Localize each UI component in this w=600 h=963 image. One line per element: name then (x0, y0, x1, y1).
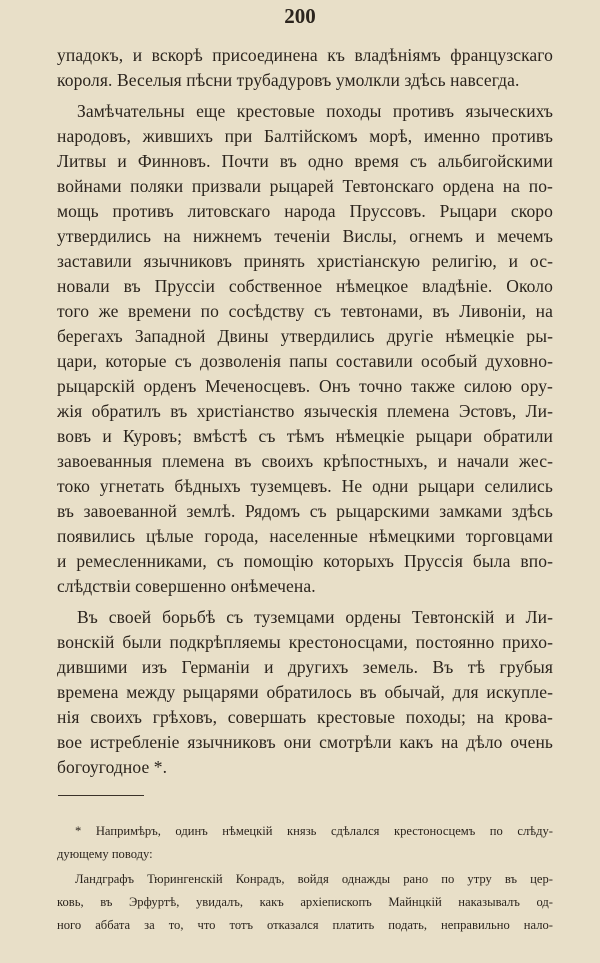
text-line: короля. Веселыя пѣсни трубадуровъ умолкли здѣсь навсегда. (57, 70, 520, 90)
text-line: вонскій были подкрѣпляемы крестоносцами, постоянно прихо- (57, 632, 553, 652)
text-line: ковь, въ Эрфуртѣ, увидалъ, какъ архіепископъ Майнцкій наказывалъ од- (57, 895, 553, 909)
text-line: упадокъ, и вскорѣ присоединена къ владѣніямъ французскаго (57, 45, 553, 65)
text-line: богоугодное *. (57, 757, 168, 777)
text-line: жія обратилъ въ христіанство языческія племена Эстовъ, Ли- (57, 401, 553, 421)
text-line: въ завоеванной землѣ. Рядомъ съ рыцарскими замками здѣсь (57, 501, 553, 521)
text-line: цари, которые съ дозволенія папы составили особый духовно- (57, 351, 553, 371)
text-line: берегахъ Западной Двины утвердились другіе нѣмецкіе ры- (57, 326, 553, 346)
text-line: слѣдствіи совершенно онѣмечена. (57, 576, 316, 596)
footnote-paragraph (57, 820, 553, 866)
footnote (57, 820, 553, 937)
text-line: токо угнетать бѣдныхъ туземцевъ. Не одни рыцари селились (57, 476, 553, 496)
paragraph (57, 99, 553, 599)
text-line: Замѣчательны еще крестовые походы противъ языческихъ (77, 101, 553, 121)
text-line: вовъ и Куровъ; вмѣстѣ съ тѣмъ нѣмецкіе рыцари обратили (57, 426, 553, 446)
text-line: новали въ Пруссіи собственное нѣмецкое владѣніе. Около (57, 276, 553, 296)
text-line: рыцарскій орденъ Меченосцевъ. Онъ точно также силою ору- (57, 376, 553, 396)
text-line: заставили язычниковъ принять христіанскую религію, и ос- (57, 251, 553, 271)
text-line: * Напримѣръ, одинъ нѣмецкій князь сдѣлался крестоносцемъ по слѣду- (75, 824, 553, 838)
text-line: и ремесленниками, съ помощію которыхъ Пруссія была впо- (57, 551, 553, 571)
paragraph (57, 605, 553, 780)
text-line: Ландграфъ Тюрингенскій Конрадъ, войдя однажды рано по утру въ цер- (75, 872, 553, 886)
text-line: вое истребленіе язычниковъ они смотрѣли какъ на дѣло очень (57, 732, 553, 752)
text-line: Въ своей борьбѣ съ туземцами ордены Тевтонскій и Ли- (77, 607, 553, 627)
text-line: нія своихъ грѣховъ, совершать крестовые походы; на крова- (57, 707, 553, 727)
text-line: Литвы и Финновъ. Почти въ одно время съ альбигойскими (57, 151, 553, 171)
text-line: мощь противъ литовскаго народа Пруссовъ. Рыцари скоро (57, 201, 553, 221)
paragraph (57, 43, 553, 93)
text-line: завоеванныя племена въ своихъ крѣпостныхъ, и начали жес- (57, 451, 553, 471)
text-line: войнами поляки призвали рыцарей Тевтонскаго ордена на по- (57, 176, 553, 196)
footnote-divider (58, 795, 144, 796)
text-line: дившими изъ Германіи и другихъ земель. Въ тѣ грубыя (57, 657, 553, 677)
text-line: времена между рыцарями обратилось въ обычай, для искупле- (57, 682, 553, 702)
footnote-paragraph (57, 868, 553, 937)
text-line: дующему поводу: (57, 847, 153, 861)
text-line: народовъ, жившихъ при Балтійскомъ морѣ, именно противъ (57, 126, 553, 146)
text-line: утвердились на нижнемъ теченіи Вислы, огнемъ и мечемъ (57, 226, 553, 246)
body-text (57, 43, 553, 780)
text-line: того же времени по сосѣдству съ тевтонами, въ Ливоніи, на (57, 301, 553, 321)
page-number: 200 (284, 4, 316, 28)
text-line: появились цѣлые города, населенные нѣмецкими торговцами (57, 526, 553, 546)
text-line: ного аббата за то, что тотъ отказался платить подать, неправильно нало- (57, 918, 553, 932)
